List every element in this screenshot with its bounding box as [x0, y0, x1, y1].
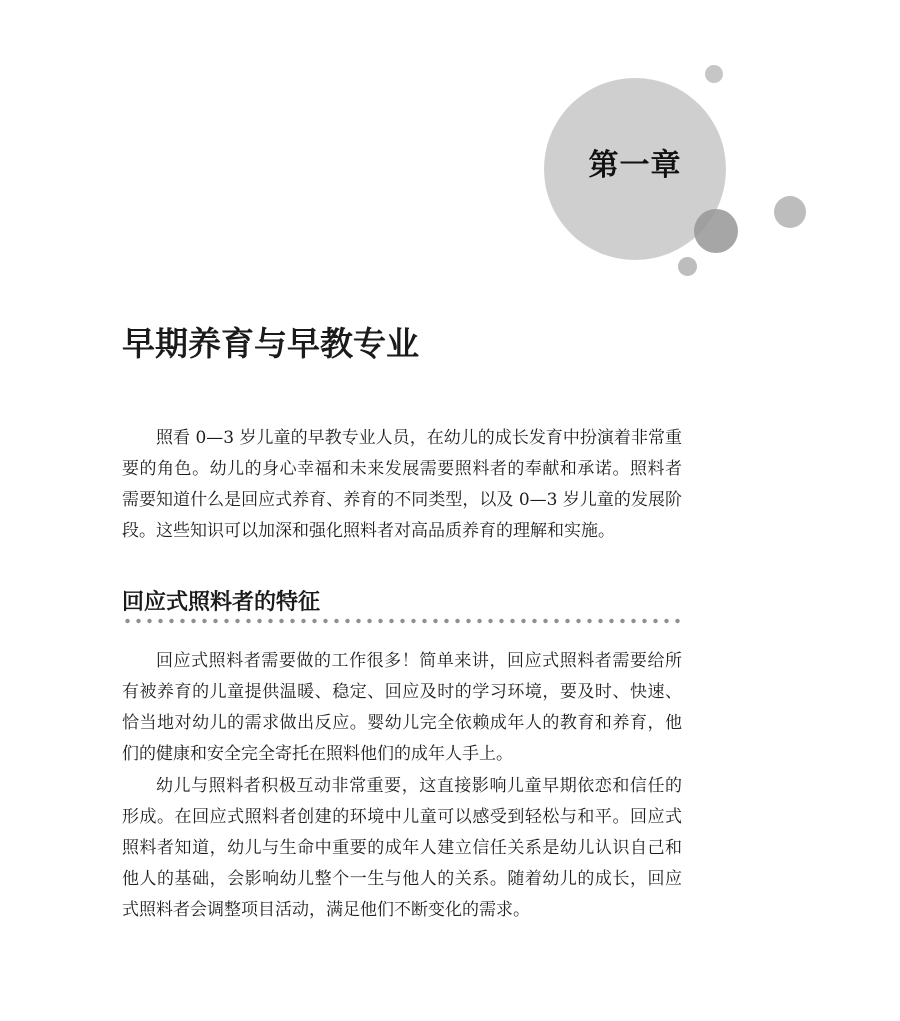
decorative-circle-top: [705, 65, 723, 83]
section-paragraph: 幼儿与照料者积极互动非常重要，这直接影响儿童早期依恋和信任的形成。在回应式照料者创建的环境中儿童可以感受到轻松与和平。回应式照料者知道，幼儿与生命中重要的成年人建立信任关系是幼儿认识自己和他人的基础，会影响幼儿整个一生与他人的关系。随着幼儿的成长，回应式照料者会调整项目活动，满足他们不断变化的需求。: [122, 776, 682, 920]
dotted-divider: [122, 618, 684, 624]
section-heading: 回应式照料者的特征: [122, 590, 321, 615]
decorative-circle-right: [774, 196, 806, 228]
intro-paragraph: 照看 0—3 岁儿童的早教专业人员，在幼儿的成长发育中扮演着非常重要的角色。幼儿的身心幸福和未来发展需要照料者的奉献和承诺。照料者需要知道什么是回应式养育、养育的不同类型，以及 0—3 岁儿童的发展阶段。这些知识可以加深和强化照料者对高品质养育的理解和实施。: [122, 428, 682, 541]
chapter-label: 第一章: [588, 148, 682, 183]
decorative-circle-small: [678, 257, 697, 276]
section-paragraph: 回应式照料者需要做的工作很多！简单来讲，回应式照料者需要给所有被养育的儿童提供温暖、稳定、回应及时的学习环境，要及时、快速、恰当地对幼儿的需求做出反应。婴幼儿完全依赖成年人的教育和养育，他们的健康和安全完全寄托在照料他们的成年人手上。: [122, 651, 682, 764]
decorative-circle-overlap: [694, 209, 738, 253]
page-title: 早期养育与早教专业: [122, 324, 419, 363]
